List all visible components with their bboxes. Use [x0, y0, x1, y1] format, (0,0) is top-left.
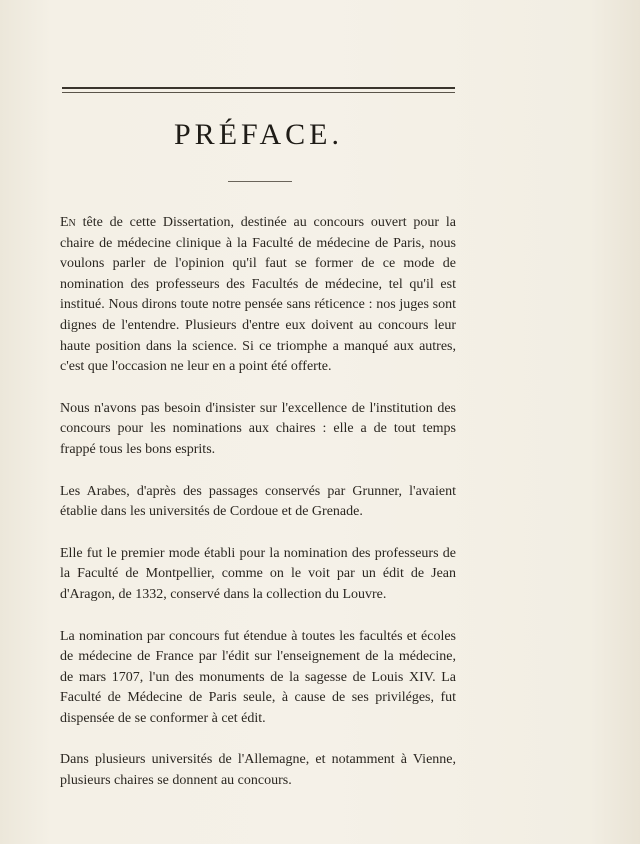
- paragraph-lead: En: [60, 215, 76, 230]
- title-rule: [228, 181, 292, 182]
- page-title: PRÉFACE.: [174, 118, 343, 151]
- paragraph-4: Elle fut le premier mode établi pour la nomination des professeurs de la Faculté de Montpellier, comme on le voit par un édit de Jean d'Aragon, de 1332, conservé dans la collection du Louvre.: [60, 545, 456, 602]
- paragraph-3: Les Arabes, d'après des passages conservés par Grunner, l'avaient établie dans les universités de Cordoue et de Grenade.: [60, 483, 456, 520]
- paragraph-6: Dans plusieurs universités de l'Allemagne, et notamment à Vienne, plusieurs chaires se donnent au concours.: [60, 752, 456, 789]
- paragraph-1: [60, 213, 456, 378]
- paragraph-5: La nomination par concours fut étendue à toutes les facultés et écoles de médecine de France par l'édit sur l'enseignement de la médecine, de mars 1707, l'un des monuments de la sagesse de Louis XIV. La Faculté de Médecine de Paris seule, à cause de ses priviléges, fut dispensée de se conformer à cet édit.: [60, 628, 456, 726]
- top-rule-thin: [62, 92, 455, 93]
- body-text: [60, 213, 456, 813]
- top-rule-thick: [62, 87, 455, 89]
- paragraph-text: tête de cette Dissertation, destinée au concours ouvert pour la chaire de médecine clinique à la Faculté de médecine de Paris, nous voulons parler de l'opinion qu'il faut se former de ce mode de nomination des professeurs des Facultés de médecine, tel qu'il est institué. Nous dirons toute notre pensée sans réticence : nos juges sont dignes de l'entendre. Plusieurs d'entre eux doivent au concours leur haute position dans la science. Si ce triomphe a manqué aux autres, c'est que l'occasion ne leur en a point été offerte.: [60, 215, 456, 375]
- paragraph-2: Nous n'avons pas besoin d'insister sur l'excellence de l'institution des concours pour les nominations aux chaires : elle a de tout temps frappé tous les bons esprits.: [60, 400, 456, 457]
